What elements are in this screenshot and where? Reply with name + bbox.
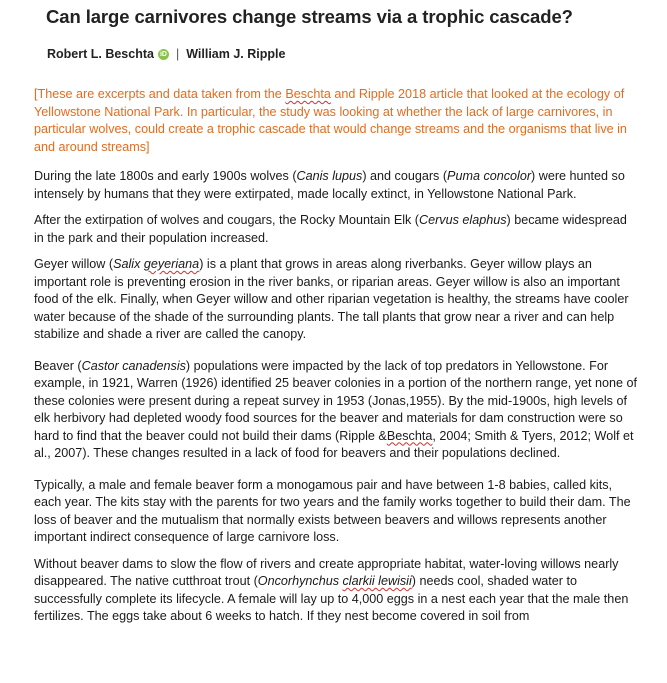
para2-text-a: After the extirpation of wolves and cougars, the Rocky Mountain Elk (	[34, 213, 420, 227]
para6-text-b: ) needs cool, shaded water to successfully complete its lifecycle. A female will lay up to 4,000 eggs in a nest each year that the male then fertilizes. The eggs take about 6 weeks to hatch. If they nest become covered in soil from	[34, 574, 629, 623]
para3-text-b: ) is a plant that grows in areas along riverbanks. Geyer willow plays an important role is preventing erosion in the river banks, or riparian areas. Geyer willow is also an important food of the elk. Finally, when Geyer willow and other riparian vegetation is healthy, the streams have cooler water because of the shade of the surrounding plants. The tall plants that grow near a river and can help stabilize and shade a river are called the canopy.	[34, 257, 629, 341]
article-body	[34, 86, 637, 635]
orcid-icon[interactable]: iD	[159, 50, 167, 58]
para2-text-b: ) became widespread in the park and their population increased.	[34, 213, 627, 245]
author-beschta[interactable]: Robert L. Beschta	[47, 47, 154, 61]
intro-spellcheck-beschta: Beschta	[285, 87, 331, 101]
para4-castor: Castor canadensis	[81, 358, 186, 373]
intro-text-2: and Ripple 2018 article that looked at the ecology of Yellowstone National Park. In particular, the study was looking at whether the lack of large carnivores, in particular wolves, could create a trophic cascade that would change streams and the organisms that live in and around streams]	[34, 87, 627, 154]
intro-note	[34, 86, 637, 156]
page-title: Can large carnivores change streams via a trophic cascade?	[46, 6, 573, 27]
para6-text-a: Without beaver dams to slow the flow of rivers and create appropriate habitat, water-loving willows nearly disappeared. The native cutthroat trout (	[34, 556, 619, 588]
para1-puma: Puma concolor	[447, 169, 532, 183]
para6-onco: Oncorhynchus	[257, 574, 343, 588]
para1-text-b: ) and cougars (	[362, 169, 448, 183]
author-separator: |	[175, 47, 180, 61]
paragraph-elk	[34, 212, 637, 247]
para2-cervus: Cervus elaphus	[419, 213, 507, 227]
para3-geyeriana: geyeriana	[143, 257, 200, 271]
paragraph-beaver	[34, 358, 637, 463]
para6-clarkii: clarkii lewisii	[342, 574, 412, 588]
para4-text-b: ) populations were impacted by the lack of top predators in Yellowstone. For example, in 1921, Warren (1926) identified 25 beaver colonies in a portion of the northern range, yet none of these colonies were present during a repeat survey in 1953 (Jonas,1955). By the mid-1900s, high levels of elk herbivory had depleted woody food sources for the beaver and materials for dam construction were so hard to find that the beaver could not build their dams (Ripple &	[34, 358, 638, 443]
author-ripple[interactable]: William J. Ripple	[186, 47, 286, 61]
para4-spellcheck-beschta: Beschta	[386, 428, 433, 443]
paragraph-kits: Typically, a male and female beaver form a monogamous pair and have between 1-8 babies, called kits, each year. The kits stay with the parents for two years and the family works together to build their dam. The loss of beaver and the mutualism that normally exists between beavers and willows represents another important indirect consequence of large carnivore loss.	[34, 477, 631, 544]
para3-salix: Salix	[113, 257, 144, 271]
paragraph-extirpation	[34, 168, 637, 203]
para1-text-a: During the late 1800s and early 1900s wolves (	[34, 169, 297, 183]
para3-text-a: Geyer willow (	[34, 257, 114, 271]
para1-canis: Canis lupus	[296, 169, 363, 183]
paragraph-willow	[34, 256, 637, 344]
para4-text-c: , 2004; Smith & Tyers, 2012; Wolf et al., 2007). These changes resulted in a lack of food for beavers and their populations declined.	[34, 428, 634, 460]
author-line	[47, 47, 285, 61]
paragraph-trout	[34, 556, 637, 626]
para4-text-a: Beaver (	[34, 358, 82, 373]
para1-text-c: ) were hunted so intensely by humans that they were extirpated, made locally extinct, in Yellowstone National Park.	[34, 169, 625, 201]
intro-text-1: [These are excerpts and data taken from the	[34, 87, 286, 101]
